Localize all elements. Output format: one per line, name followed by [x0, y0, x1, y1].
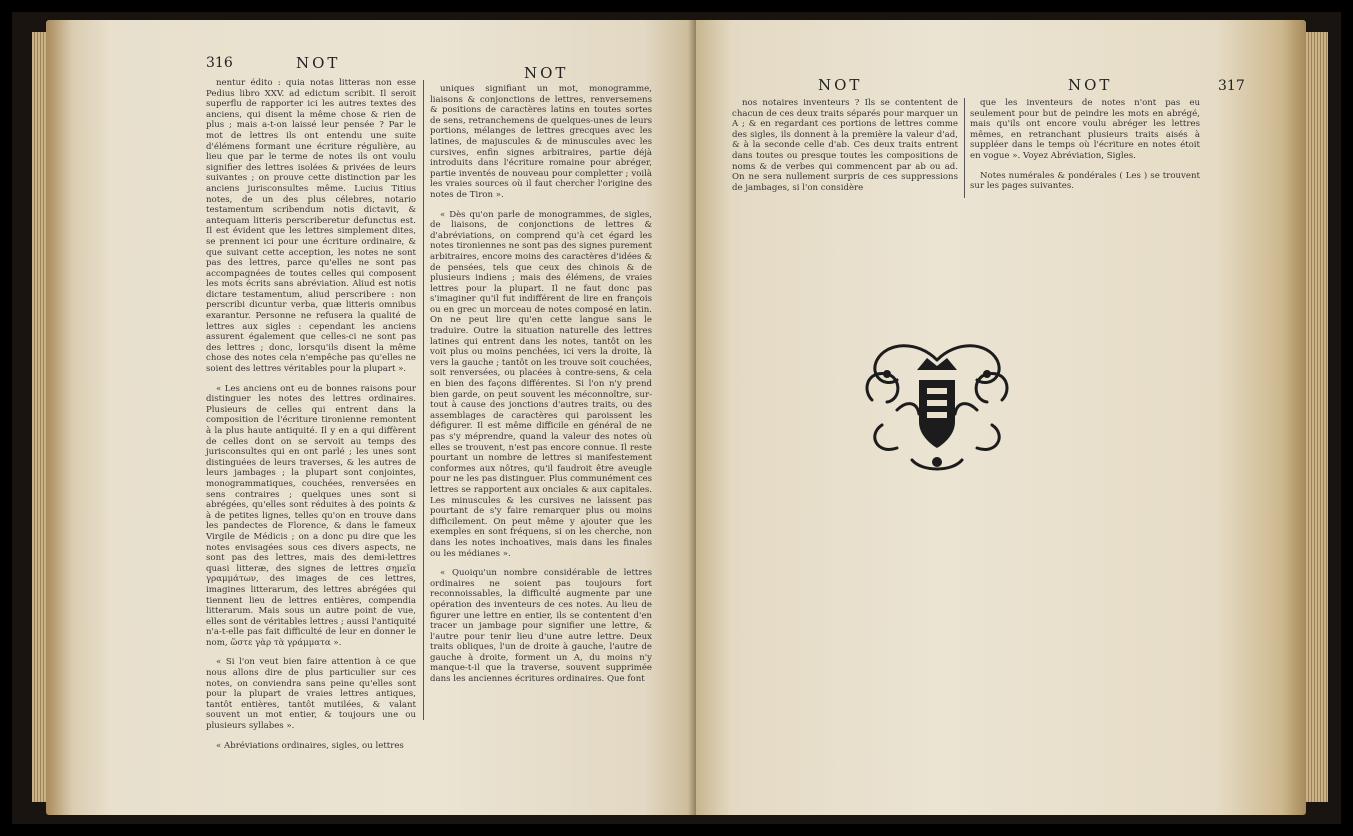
paragraph: nentur édito : quia notas litteras non esse Pedius libro XXV. ad edictum scribit. Il seroit superflu de rapporter ici les autres textes des anciens, qui disent la même chose & rien de plus ; mais a-t-on laissé leur pensée ? Par le mot de lettres ils ont entendu une suite d'élémens formant une écriture régulière, au lieu que par le terme de notes ils ont voulu signifier des lettres isolées & privées de leurs suivantes ; on prouve cette distinction par les anciens jurisconsultes même. Lucius Titius notes, de un des plus célebres, notario testamentum scribendum notis dictavit, & antequam litteris perscriberetur defunctus est. Il est évident que les lettres simplement dites, se prennent ici pour une écriture ordinaire, & que suivant cette acception, les notes ne sont pas des lettres, parce qu'elles ne sont pas accompagnées de toutes celles qui composent les mots écrits sans abréviation. Aliud est notis dictare testamentum, aliud perscribere : non perscribi dicuntur verba, quæ litteris omnibus exarantur. Personne ne refusera la qualité de lettres aux sigles : cependant les anciens assurent également que celles-ci ne sont pas des lettres ; donc, lorsqu'ils disent la même chose des notes cela n'empêche pas qu'elles ne soient des lettres véritables pour la plupart ».	[206, 78, 416, 375]
paragraph: « Quoiqu'un nombre considérable de lettres ordinaires ne soient pas toujours fort reconnoissables, la difficulté augmente par une opération des inventeurs de ces notes. Au lieu de figurer une lettre en entier, ils se contentent d'en tracer un jambage pour signifier une lettre, & l'autre pour tenir lieu d'une autre lettre. Deux traits obliques, l'un de droite à gauche, l'autre de gauche à droite, forment un A, du moins n'y manque-t-il que la traverse, souvent supprimée dans les anciennes écritures ordinaires. Que font	[430, 568, 652, 685]
text-column	[430, 84, 652, 694]
paragraph: « Si l'on veut bien faire attention à ce que nous allons dire de plus particulier sur ces notes, on conviendra sans peine qu'elles sont pour la plupart de vraies lettres antiques, tantôt entières, tantôt mutilées, & valant souvent un mot entier, & toujours une ou plusieurs syllabes ».	[206, 657, 416, 732]
text-column	[970, 98, 1200, 201]
text-column	[732, 98, 958, 202]
left-page	[46, 20, 696, 815]
running-head: NOT	[524, 64, 569, 82]
right-page-edges	[1306, 32, 1328, 802]
column-rule	[423, 80, 424, 720]
paragraph: Notes numérales & pondérales ( Les ) se trouvent sur les pages suivantes.	[970, 170, 1200, 192]
paragraph: « Les anciens ont eu de bonnes raisons pour distinguer les notes des lettres ordinaires. Plusieurs de celles qui entrent dans la composition de l'écriture tironienne remontent à la plus haute antiquité. Il y en a qui diffèrent de celles dont on se servoit au temps des jurisconsultes qui en ont parlé ; les unes sont distinguées de leurs traverses, & les autres de leurs jambages ; la plupart sont conjointes, monogrammatiques, couchées, renversées en sens contraires ; quelques unes sont si abrégées, qu'elles sont réduites à des points & à de petites lignes, telles qu'on en trouve dans les pandectes de Florence, & dans le fameux Virgile de Médicis ; on a donc pu dire que les notes envisagées sous ces divers aspects, ne sont pas des lettres, mais des demi-lettres quasi litteræ, des signes de lettres σημεῖα γραμμάτων, des images de ces lettres, imagines litterarum, des lettres abrégées qui tiennent lieu de lettres entières, compendia litterarum. Mais sous un autre point de vue, elles sont de véritables lettres ; aussi l'antiquité n'a-t-elle pas fait difficulté de leur en donner le nom, ὥστε γὰρ τὰ γράμματα ».	[206, 383, 416, 648]
printer-ornament-icon	[857, 330, 1017, 480]
paragraph: uniques signifiant un mot, monogramme, liaisons & conjonctions de lettres, renversemens & positions de caractères latins en toutes sortes de sens, retranchemens de quelques-unes de leurs portions, mélanges de lettres grecques avec les latines, de majuscules & de minuscules avec les cursives, enfin signes arbitraires, partie déjà introduits dans l'écriture romaine pour abréger, partie inventés de nouveau pour completter ; voilà les vraies sources où il faut chercher l'origine des notes de Tiron ».	[430, 84, 652, 200]
column-rule	[964, 98, 965, 198]
paragraph: « Dès qu'on parle de monogrammes, de sigles, de liaisons, de conjonctions de lettres & d'abréviations, on comprend qu'à cet égard les notes tironiennes ne sont pas des signes purement arbitraires, encore moins des caractères d'idées & de pensées, tels que ceux des chinois & de plusieurs indiens ; mais des élémens, de vraies lettres pour la plupart. Il ne faut donc pas s'imaginer qu'il fut indifférent de lire en françois ou en grec un morceau de notes composé en latin. On ne peut lire qu'en cette langue sans le traduire. Outre la situation naturelle des lettres latines qui entrent dans les notes, tantôt on les voit plus ou moins penchées, ici vers la droite, là vers la gauche ; tantôt on les trouve soit couchées, soit renversées, ou placées à contre-sens, & cela en bien des façons différentes. Si l'on n'y prend bien garde, on peut souvent les méconnoître, sur-tout à cause des jonctions d'autres traits, ou des assemblages de caractères qui paroissent les défigurer. Il est même difficile en général de ne pas s'y méprendre, quand la valeur des notes où elles se trouvent, n'est pas encore connue. Il reste pourtant un nombre de lettres si manifestement conformes aux nôtres, qu'il faudroit être aveugle pour ne les pas distinguer. Plus communément ces lettres se rapportent aux onciales & aux capitales. Les minuscules & les cursives ne laissent pas pourtant de s'y faire remarquer plus ou moins difficilement. On peut même y ajouter que les exemples en sont fréquens, si on les cherche, non dans les notes inchoatives, mais dans les finales ou les médianes ».	[430, 209, 652, 559]
page-number: 316	[206, 55, 233, 71]
text-column	[206, 78, 416, 760]
running-head: NOT	[296, 54, 341, 72]
paragraph: nos notaires inventeurs ? Ils se contentent de chacun de ces deux traits séparés pour marquer un A ; & en regardant ces portions de lettres comme des sigles, ils donnent à la première la valeur d'ad, & à la seconde celle d'ab. Ces deux traits entrent dans toutes ou presque toutes les compositions de noms & de verbes qui commencent par ab ou ad. On ne sera nullement surpris de ces suppressions de jambages, si l'on considère	[732, 98, 958, 193]
running-head: NOT	[818, 76, 863, 94]
paragraph: que les inventeurs de notes n'ont pas eu seulement pour but de peindre les mots en abrégé, mais qu'ils ont encore voulu abréger les lettres mêmes, en retranchant plusieurs traits aisés à suppléer dans le temps où l'écriture en notes étoit en vogue ». Voyez Abréviation, Sigles.	[970, 98, 1200, 161]
paragraph: « Abréviations ordinaires, sigles, ou lettres	[216, 740, 404, 751]
page-number: 317	[1218, 78, 1245, 94]
running-head: NOT	[1068, 76, 1113, 94]
book-scan	[12, 12, 1341, 824]
